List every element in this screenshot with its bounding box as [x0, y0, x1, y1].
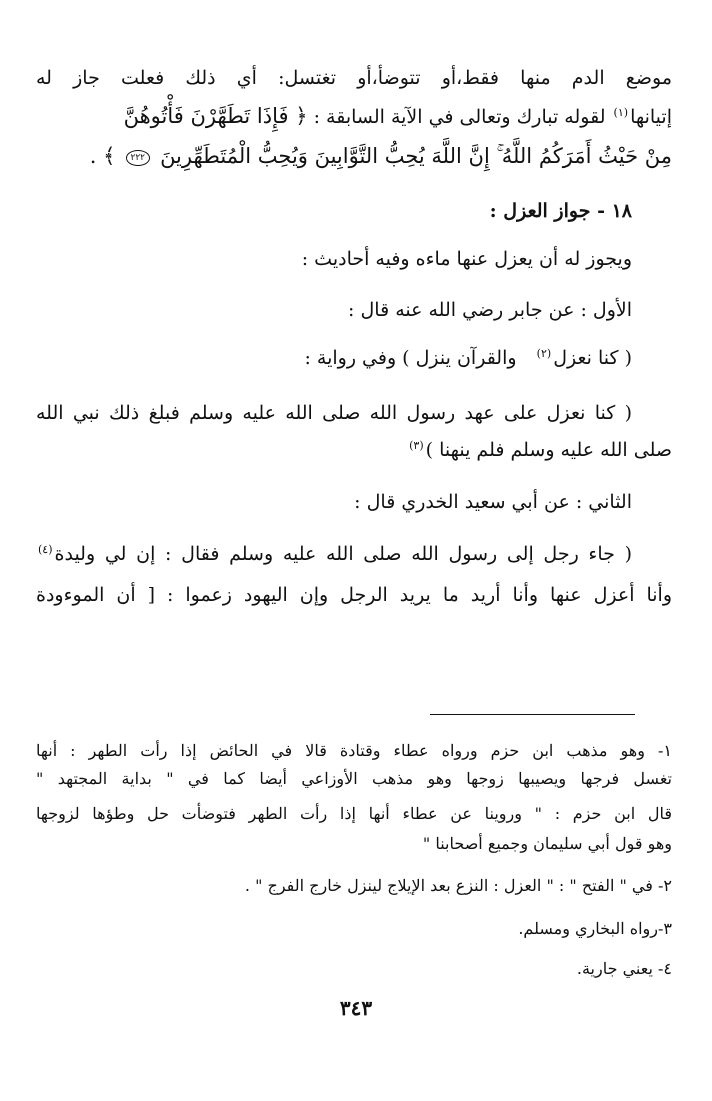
- body-text: موضع الدم منها فقط،أو تتوضأ،أو تغتسل: أي ذلك فعلت جاز له: [36, 67, 672, 89]
- body-text: ( كنا نعزل على عهد رسول الله صلى الله عليه وسلم فبلغ ذلك نبي الله: [36, 402, 632, 424]
- quran-verse-part-2: مِنْ حَيْثُ أَمَرَكُمُ اللَّهُ ۚ إِنَّ اللَّهَ يُحِبُّ التَّوَّابِينَ وَيُحِبُّ الْمُتَطَهِّرِينَ: [160, 144, 672, 168]
- body-text: ( جاء رجل إلى رسول الله صلى الله عليه وسلم فقال : إن لي وليدة: [54, 543, 632, 565]
- body-line-1: [36, 63, 672, 93]
- footnote-separator: [430, 714, 635, 715]
- body-text: إتيانها: [630, 106, 672, 128]
- footnote-1-line-1: [36, 737, 672, 765]
- body-text: الثاني : عن أبي سعيد الخدري قال :: [354, 491, 632, 513]
- footnote-text: وهو قول أبي سليمان وجميع أصحابنا ": [422, 834, 672, 853]
- section-heading: [36, 196, 632, 226]
- quran-verse-part-1: ﴿ فَإِذَا تَطَهَّرْنَ فَأْتُوهُنَّ: [123, 104, 308, 128]
- body-text: لقوله تبارك وتعالى في الآية السابقة :: [313, 106, 606, 128]
- footnote-text: ١- وهو مذهب ابن حزم ورواه عطاء وقتادة قالا في الحائض إذا رأت الطهر : أنها: [36, 741, 672, 760]
- hadith-quote-3-line-1: [36, 539, 632, 569]
- footnote-4: [36, 955, 672, 983]
- body-line-3: [36, 141, 672, 172]
- hadith-quote-3-line-2: [36, 580, 672, 610]
- hadith-quote-1: [36, 343, 632, 373]
- footnote-ref-2[interactable]: (٢): [536, 346, 552, 360]
- body-text: ويجوز له أن يعزل عنها ماءه وفيه أحاديث :: [301, 248, 632, 270]
- body-text: صلى الله عليه وسلم فلم ينهنا ): [425, 439, 672, 461]
- heading-text: ١٨ - جواز العزل :: [489, 200, 632, 222]
- hadith-quote-2-line-1: [36, 398, 632, 428]
- hadith-second-label: [36, 487, 632, 517]
- page-number: ٣٤٣: [339, 996, 373, 1020]
- footnote-ref-3[interactable]: (٣): [409, 438, 424, 452]
- body-line-intro: [36, 244, 632, 274]
- footnote-1-line-2: [36, 765, 672, 793]
- hadith-quote-2-line-2: [36, 435, 672, 465]
- quran-verse-close: ﴾ .: [89, 144, 116, 168]
- hadith-first-label: [36, 295, 632, 325]
- footnote-text: ٢- في " الفتح " : " العزل : النزع بعد الإيلاج لينزل خارج الفرج " .: [244, 876, 672, 895]
- footnote-1-line-3: [36, 800, 672, 828]
- footnote-1-line-4: [36, 830, 672, 858]
- body-text: والقرآن ينزل ) وفي رواية :: [304, 347, 517, 369]
- footnote-2: [36, 872, 672, 900]
- body-line-2: [36, 101, 672, 132]
- footnote-3: [36, 915, 672, 943]
- ayah-number-marker: ٢٢٢: [126, 150, 151, 166]
- footnote-text: ٣-رواه البخاري ومسلم.: [518, 919, 672, 938]
- body-text: وأنا أعزل عنها وأنا أريد ما يريد الرجل وإن اليهود زعموا : [ أن الموءودة: [36, 584, 672, 606]
- body-text: الأول : عن جابر رضي الله عنه قال :: [348, 299, 632, 321]
- footnote-text: قال ابن حزم : " وروينا عن عطاء أنها إذا رأت الطهر فتوضأت حل وطؤها لزوجها: [36, 804, 673, 823]
- footnote-ref-1[interactable]: (١): [613, 105, 629, 119]
- footnote-text: ٤- يعني جارية.: [576, 959, 672, 978]
- footnote-text: تغسل فرجها ويصيبها زوجها وهو مذهب الأوزاعي أيضا كما في " بداية المجتهد ": [36, 769, 672, 788]
- body-text: ( كنا نعزل: [553, 347, 632, 369]
- footnote-ref-4[interactable]: (٤): [38, 542, 53, 556]
